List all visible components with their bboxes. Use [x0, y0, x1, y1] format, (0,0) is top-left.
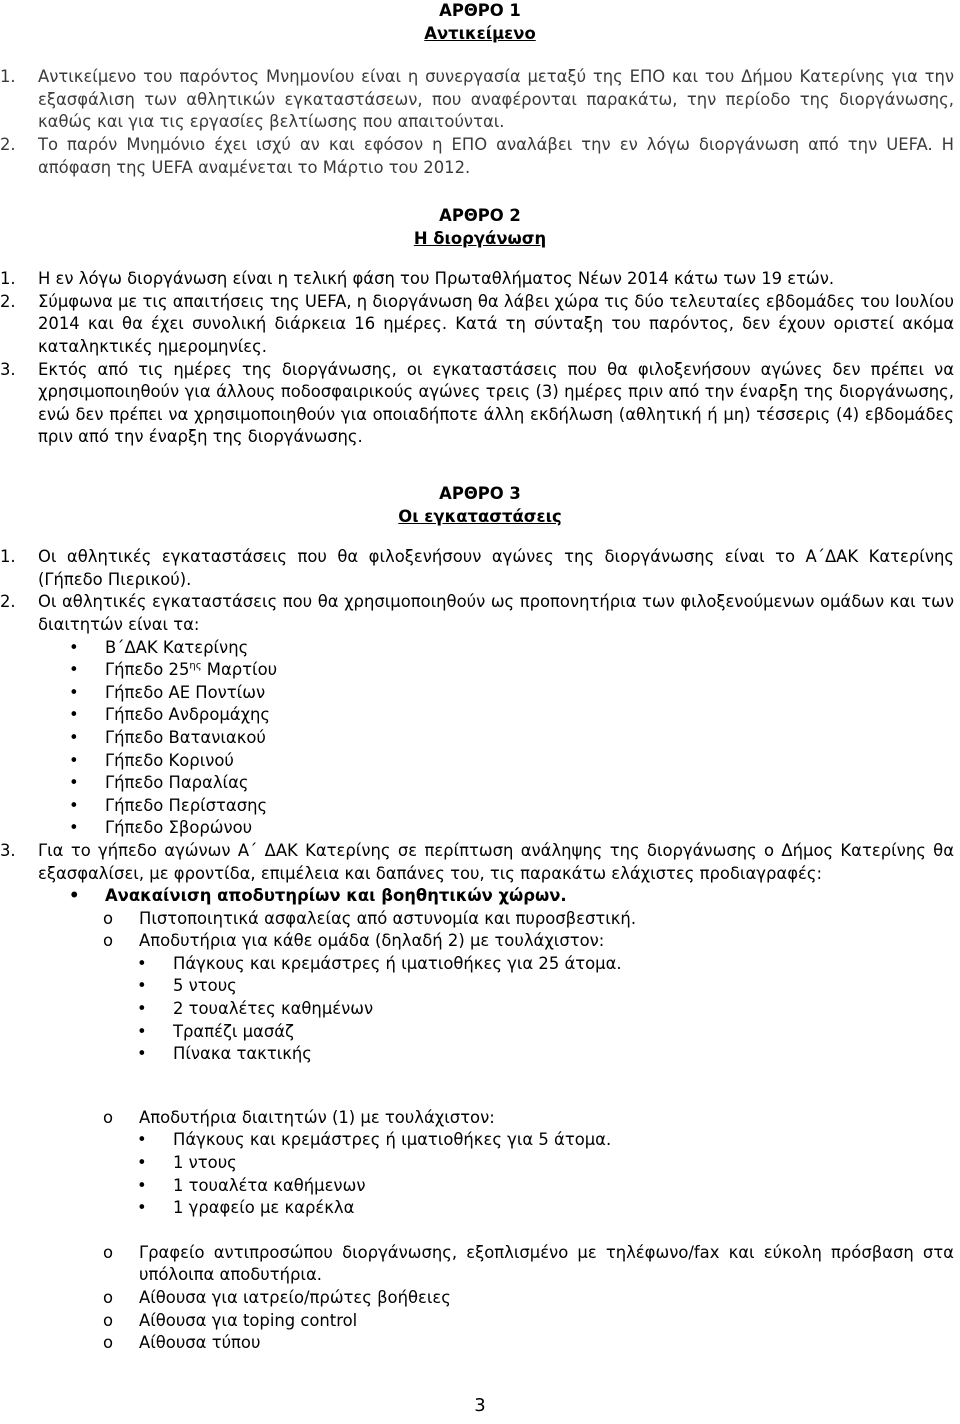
sub-item-text: 1 γραφείο με καρέκλα	[173, 1198, 355, 1218]
bullet-icon: •	[137, 1153, 147, 1173]
article-3-title: ΑΡΘΡΟ 3	[439, 484, 521, 503]
spec-item-text: Πιστοποιητικά ασφαλείας από αστυνομία και πυροσβεστική.	[139, 908, 637, 928]
bullet-icon: •	[137, 1044, 147, 1064]
specifications-list	[0, 885, 960, 1355]
paragraph-number: 2.	[0, 291, 16, 311]
list-item	[0, 637, 960, 660]
paragraph-text: Εκτός από τις ημέρες της διοργάνωσης, οι εγκαταστάσεις που θα φιλοξενήσουν αγώνες δεν πρέπει να χρησιμοποιηθούν για άλλους ποδοσφαιρικούς αγώνες τρεις (3) ημέρες πριν από την έναρξη της διοργάνωσης, ενώ δεν πρέπει να χρησιμοποιηθούν για οποιαδήποτε άλλη εκδήλωση (αθλητική ή μη) τέσσερις (4) εβδομάδες πριν από την έναρξη της διοργάνωσης.	[38, 359, 954, 447]
list-item	[0, 704, 960, 727]
list-item	[0, 817, 960, 840]
paragraph-text: Αντικείμενο του παρόντος Μνημονίου είναι η συνεργασία μεταξύ της ΕΠΟ και του Δήμου Κατερίνης για την εξασφάλιση των αθλητικών εγκαταστάσεων, που αναφέρονται παρακάτω, την περίοδο της διοργάνωσης, καθώς και για τις εργασίες βελτίωσης που απαιτούνται.	[38, 67, 954, 132]
spec-item	[0, 1242, 960, 1287]
article-1-paragraph-1	[0, 66, 960, 134]
spec-item-text: Αποδυτήρια για κάθε ομάδα (δηλαδή 2) με τουλάχιστον:	[139, 931, 605, 951]
paragraph-text: Οι αθλητικές εγκαταστάσεις που θα φιλοξενήσουν αγώνες της διοργάνωσης είναι το Α΄ΔΑΚ Κατερίνης (Γήπεδο Πιερικού).	[38, 547, 954, 589]
article-1-paragraph-2	[0, 134, 960, 179]
ordinal-suffix: ης	[189, 660, 202, 672]
training-venues-list	[0, 637, 960, 840]
venue-name: Γήπεδο Παραλίας	[105, 773, 249, 793]
article-1-subtitle: Αντικείμενο	[424, 23, 536, 43]
circle-bullet-icon: o	[103, 1310, 114, 1330]
sub-item-text: 1 ντους	[173, 1153, 237, 1173]
circle-bullet-icon: o	[103, 1333, 114, 1353]
sub-item-text: Πάγκους και κρεμάστρες ή ιματιοθήκες για 5 άτομα.	[173, 1130, 612, 1150]
paragraph-number: 2.	[0, 592, 16, 612]
sub-item	[0, 1021, 960, 1044]
article-2-title: ΑΡΘΡΟ 2	[439, 206, 521, 225]
page-number: 3	[474, 1395, 486, 1417]
venue-name: Β΄ΔΑΚ Κατερίνης	[105, 637, 249, 657]
bullet-icon: •	[69, 795, 79, 815]
sub-item	[0, 998, 960, 1021]
article-2-paragraph-2	[0, 291, 960, 359]
paragraph-text: Το παρόν Μνημόνιο έχει ισχύ αν και εφόσον η ΕΠΟ αναλάβει την εν λόγω διοργάνωση από την UEFA. Η απόφαση της UEFA αναμένεται το Μάρτιο του 2012.	[38, 134, 954, 177]
paragraph-number: 1.	[0, 67, 16, 87]
bullet-icon: •	[137, 1198, 147, 1218]
spec-item-text: Γραφείο αντιπροσώπου διοργάνωσης, εξοπλισμένο με τηλέφωνο/fax και εύκολη πρόσβαση στα υπόλοιπα αποδυτήρια.	[139, 1242, 954, 1285]
venue-name: Γήπεδο Ανδρομάχης	[105, 705, 271, 725]
circle-bullet-icon: o	[103, 931, 114, 951]
sub-item-text: Τραπέζι μασάζ	[173, 1021, 294, 1041]
sub-item	[0, 1152, 960, 1175]
spec-item-text: Αποδυτήρια διαιτητών (1) με τουλάχιστον:	[139, 1107, 495, 1127]
venue-name: Γήπεδο ΑΕ Ποντίων	[105, 682, 266, 702]
paragraph-number: 1.	[0, 269, 16, 289]
article-3-paragraph-1	[0, 546, 960, 591]
sub-item	[0, 1129, 960, 1152]
bullet-icon: •	[137, 1021, 147, 1041]
bullet-icon: •	[69, 682, 79, 702]
bullet-icon: •	[69, 750, 79, 770]
bullet-icon: •	[69, 818, 79, 838]
sub-item-text: Πίνακα τακτικής	[173, 1044, 312, 1064]
paragraph-text: Σύμφωνα με τις απαιτήσεις της UEFA, η διοργάνωση θα λάβει χώρα τις δύο τελευταίες εβδομάδες του Ιουλίου 2014 και θα έχει συνολική διάρκεια 16 ημέρες. Κατά τη σύνταξη του παρόντος, δεν έχουν οριστεί ακόμα καταληκτικές ημερομηνίες.	[38, 291, 954, 356]
venue-name: Γήπεδο Σβορώνου	[105, 818, 253, 838]
list-item	[0, 682, 960, 705]
article-1	[0, 0, 960, 179]
bullet-icon: •	[69, 727, 79, 747]
venue-name-suffix: Μαρτίου	[201, 660, 278, 680]
circle-bullet-icon: o	[103, 908, 114, 928]
paragraph-number: 3.	[0, 359, 16, 379]
bullet-icon: •	[137, 1130, 147, 1150]
list-item	[0, 659, 960, 682]
venue-name: Γήπεδο Περίστασης	[105, 795, 268, 815]
article-2	[0, 205, 960, 449]
list-item	[0, 727, 960, 750]
circle-bullet-icon: o	[103, 1107, 114, 1127]
sub-item	[0, 1175, 960, 1198]
article-2-paragraph-1	[0, 268, 960, 291]
spec-item	[0, 908, 960, 931]
article-3-paragraph-2	[0, 591, 960, 636]
circle-bullet-icon: o	[103, 1242, 114, 1262]
list-item	[0, 772, 960, 795]
sub-item	[0, 1043, 960, 1066]
spec-item	[0, 1287, 960, 1310]
sub-item-text: 5 ντους	[173, 976, 237, 996]
sub-item	[0, 1197, 960, 1220]
paragraph-text: Η εν λόγω διοργάνωση είναι η τελική φάση του Πρωταθλήματος Νέων 2014 κάτω των 19 ετών.	[38, 269, 835, 289]
bullet-icon: •	[137, 999, 147, 1019]
sub-item-text: Πάγκους και κρεμάστρες ή ιματιοθήκες για 25 άτομα.	[173, 953, 622, 973]
spec-item	[0, 1332, 960, 1355]
article-2-subtitle: Η διοργάνωση	[413, 228, 547, 248]
article-1-title: ΑΡΘΡΟ 1	[439, 1, 521, 20]
bullet-icon: •	[69, 660, 79, 680]
sub-item	[0, 975, 960, 998]
bullet-icon: •	[69, 773, 79, 793]
paragraph-number: 2.	[0, 134, 16, 154]
bullet-icon: •	[137, 953, 147, 973]
circle-bullet-icon: o	[103, 1288, 114, 1307]
bullet-icon: •	[69, 886, 80, 906]
article-3	[0, 483, 960, 1355]
article-3-subtitle: Οι εγκαταστάσεις	[398, 506, 562, 526]
paragraph-number: 3.	[0, 840, 16, 860]
list-item	[0, 750, 960, 773]
bullet-icon: •	[137, 976, 147, 996]
paragraph-text: Οι αθλητικές εγκαταστάσεις που θα χρησιμοποιηθούν ως προπονητήρια των φιλοξενούμενων ομάδων και των διαιτητών είναι τα:	[38, 592, 954, 634]
bullet-icon: •	[137, 1175, 147, 1195]
bullet-icon: •	[69, 705, 79, 725]
spec-item	[0, 1107, 960, 1130]
spec-item-text: Αίθουσα τύπου	[139, 1333, 261, 1353]
venue-name: Γήπεδο Κορινού	[105, 750, 234, 770]
sub-item	[0, 953, 960, 976]
paragraph-text: Για το γήπεδο αγώνων Α΄ ΔΑΚ Κατερίνης σε περίπτωση ανάληψης της διοργάνωσης ο Δήμος Κατερίνης θα εξασφαλίσει, με φροντίδα, επιμέλεια και δαπάνες του, τις παρακάτω ελάχιστες προδιαγραφές:	[38, 840, 954, 883]
article-3-paragraph-3	[0, 840, 960, 885]
article-2-paragraph-3	[0, 359, 960, 449]
spec-item	[0, 1310, 960, 1333]
venue-name: Γήπεδο Βατανιακού	[105, 727, 266, 747]
sub-item-text: 2 τουαλέτες καθημένων	[173, 999, 374, 1019]
bullet-icon: •	[69, 637, 79, 657]
sub-item-text: 1 τουαλέτα καθήμενων	[173, 1175, 366, 1195]
spec-item	[0, 930, 960, 953]
spec-item-text: Αίθουσα για ιατρείο/πρώτες βοήθειες	[139, 1288, 451, 1307]
spec-heading-text: Ανακαίνιση αποδυτηρίων και βοηθητικών χώρων.	[105, 886, 567, 906]
venue-name-prefix: Γήπεδο 25	[105, 660, 190, 680]
list-item	[0, 795, 960, 818]
spec-heading	[0, 885, 960, 908]
paragraph-number: 1.	[0, 547, 16, 567]
spec-item-text: Αίθουσα για toping control	[139, 1310, 358, 1330]
